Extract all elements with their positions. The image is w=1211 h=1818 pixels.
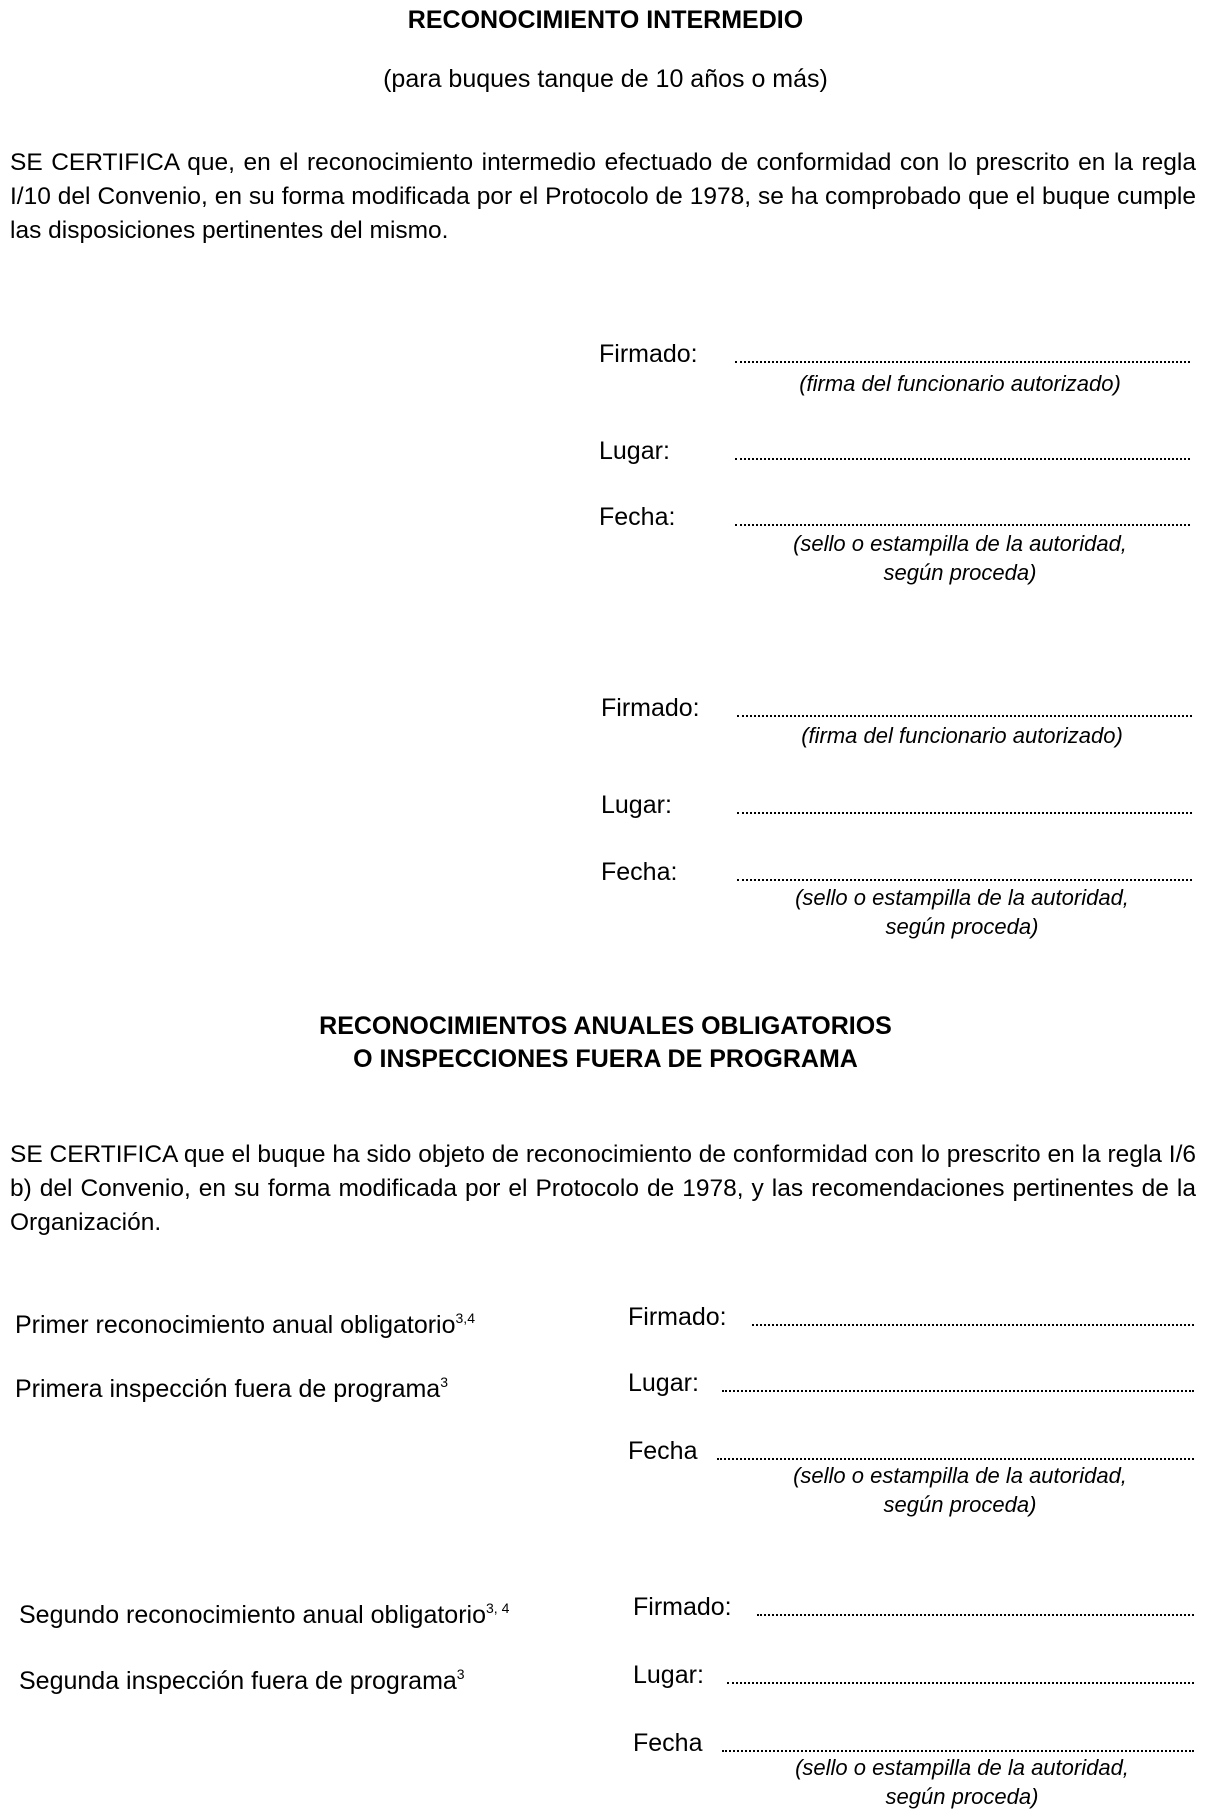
signature-field[interactable] [752,1324,1194,1326]
date-field[interactable] [737,879,1192,881]
signed-label: Firmado: [633,1593,732,1621]
survey-label: Primer reconocimiento anual obligatorio$^{3,4}$ [15,1310,475,1339]
place-label: Lugar: [599,437,670,465]
date-label: Fecha: [601,858,678,886]
date-field[interactable] [735,524,1190,526]
date-label: Fecha [628,1437,698,1465]
place-field[interactable] [735,458,1190,460]
place-field[interactable] [722,1390,1194,1392]
seal-note-line-1: (sello o estampilla de la autoridad, [795,1755,1129,1780]
annual-surveys-title-line-2: O INSPECCIONES FUERA DE PROGRAMA [353,1045,858,1073]
signature-field[interactable] [735,361,1190,363]
date-field[interactable] [722,1750,1194,1752]
seal-note-line-1: (sello o estampilla de la autoridad, [793,1463,1127,1488]
signature-note: (firma del funcionario autorizado) [799,371,1121,396]
seal-note-line-2: según proceda) [883,560,1037,585]
seal-note-line-2: según proceda) [885,1784,1039,1809]
seal-note-line-2: según proceda) [883,1492,1037,1517]
inspection-label: Primera inspección fuera de programa$^3$ [15,1374,449,1403]
signature-field[interactable] [737,715,1192,717]
footnote-ref: 3,4 [455,1310,475,1326]
annual-surveys-certification: SE CERTIFICA que el buque ha sido objeto de reconocimiento de conformidad con lo prescrito en la regla I/6 b) del Convenio, en su forma modificada por el Protocolo de 1978, y las recomendaciones pertinentes de la Organización. [10,1141,1196,1236]
annual-surveys-title-line-1: RECONOCIMIENTOS ANUALES OBLIGATORIOS [319,1012,892,1040]
intermediate-survey-certification: SE CERTIFICA que, en el reconocimiento intermedio efectuado de conformidad con lo prescrito en la regla I/10 del Convenio, en su forma modificada por el Protocolo de 1978, se ha comprobado que el buque cumple las disposiciones pertinentes del mismo. [10,149,1196,244]
signed-label: Firmado: [628,1303,727,1331]
date-field[interactable] [717,1458,1194,1460]
intermediate-survey-title: RECONOCIMIENTO INTERMEDIO [407,6,804,34]
seal-note-line-1: (sello o estampilla de la autoridad, [793,531,1127,556]
signed-label: Firmado: [599,340,698,368]
date-label: Fecha: [599,503,676,531]
inspection-label: Segunda inspección fuera de programa$^3$ [19,1666,465,1695]
footnote-ref: 3 [440,1374,449,1390]
place-label: Lugar: [633,1661,704,1689]
survey-label: Segundo reconocimiento anual obligatorio$^{3, 4}$ [19,1600,510,1629]
footnote-ref: 3 [456,1666,465,1682]
place-field[interactable] [727,1682,1194,1684]
seal-note-line-1: (sello o estampilla de la autoridad, [795,885,1129,910]
intermediate-survey-subtitle: (para buques tanque de 10 años o más) [383,65,828,93]
place-label: Lugar: [628,1369,699,1397]
signature-note: (firma del funcionario autorizado) [801,723,1123,748]
footnote-ref: 3, 4 [486,1600,510,1616]
date-label: Fecha [633,1729,703,1757]
signed-label: Firmado: [601,694,700,722]
seal-note-line-2: según proceda) [885,914,1039,939]
place-label: Lugar: [601,791,672,819]
place-field[interactable] [737,812,1192,814]
signature-field[interactable] [757,1614,1194,1616]
